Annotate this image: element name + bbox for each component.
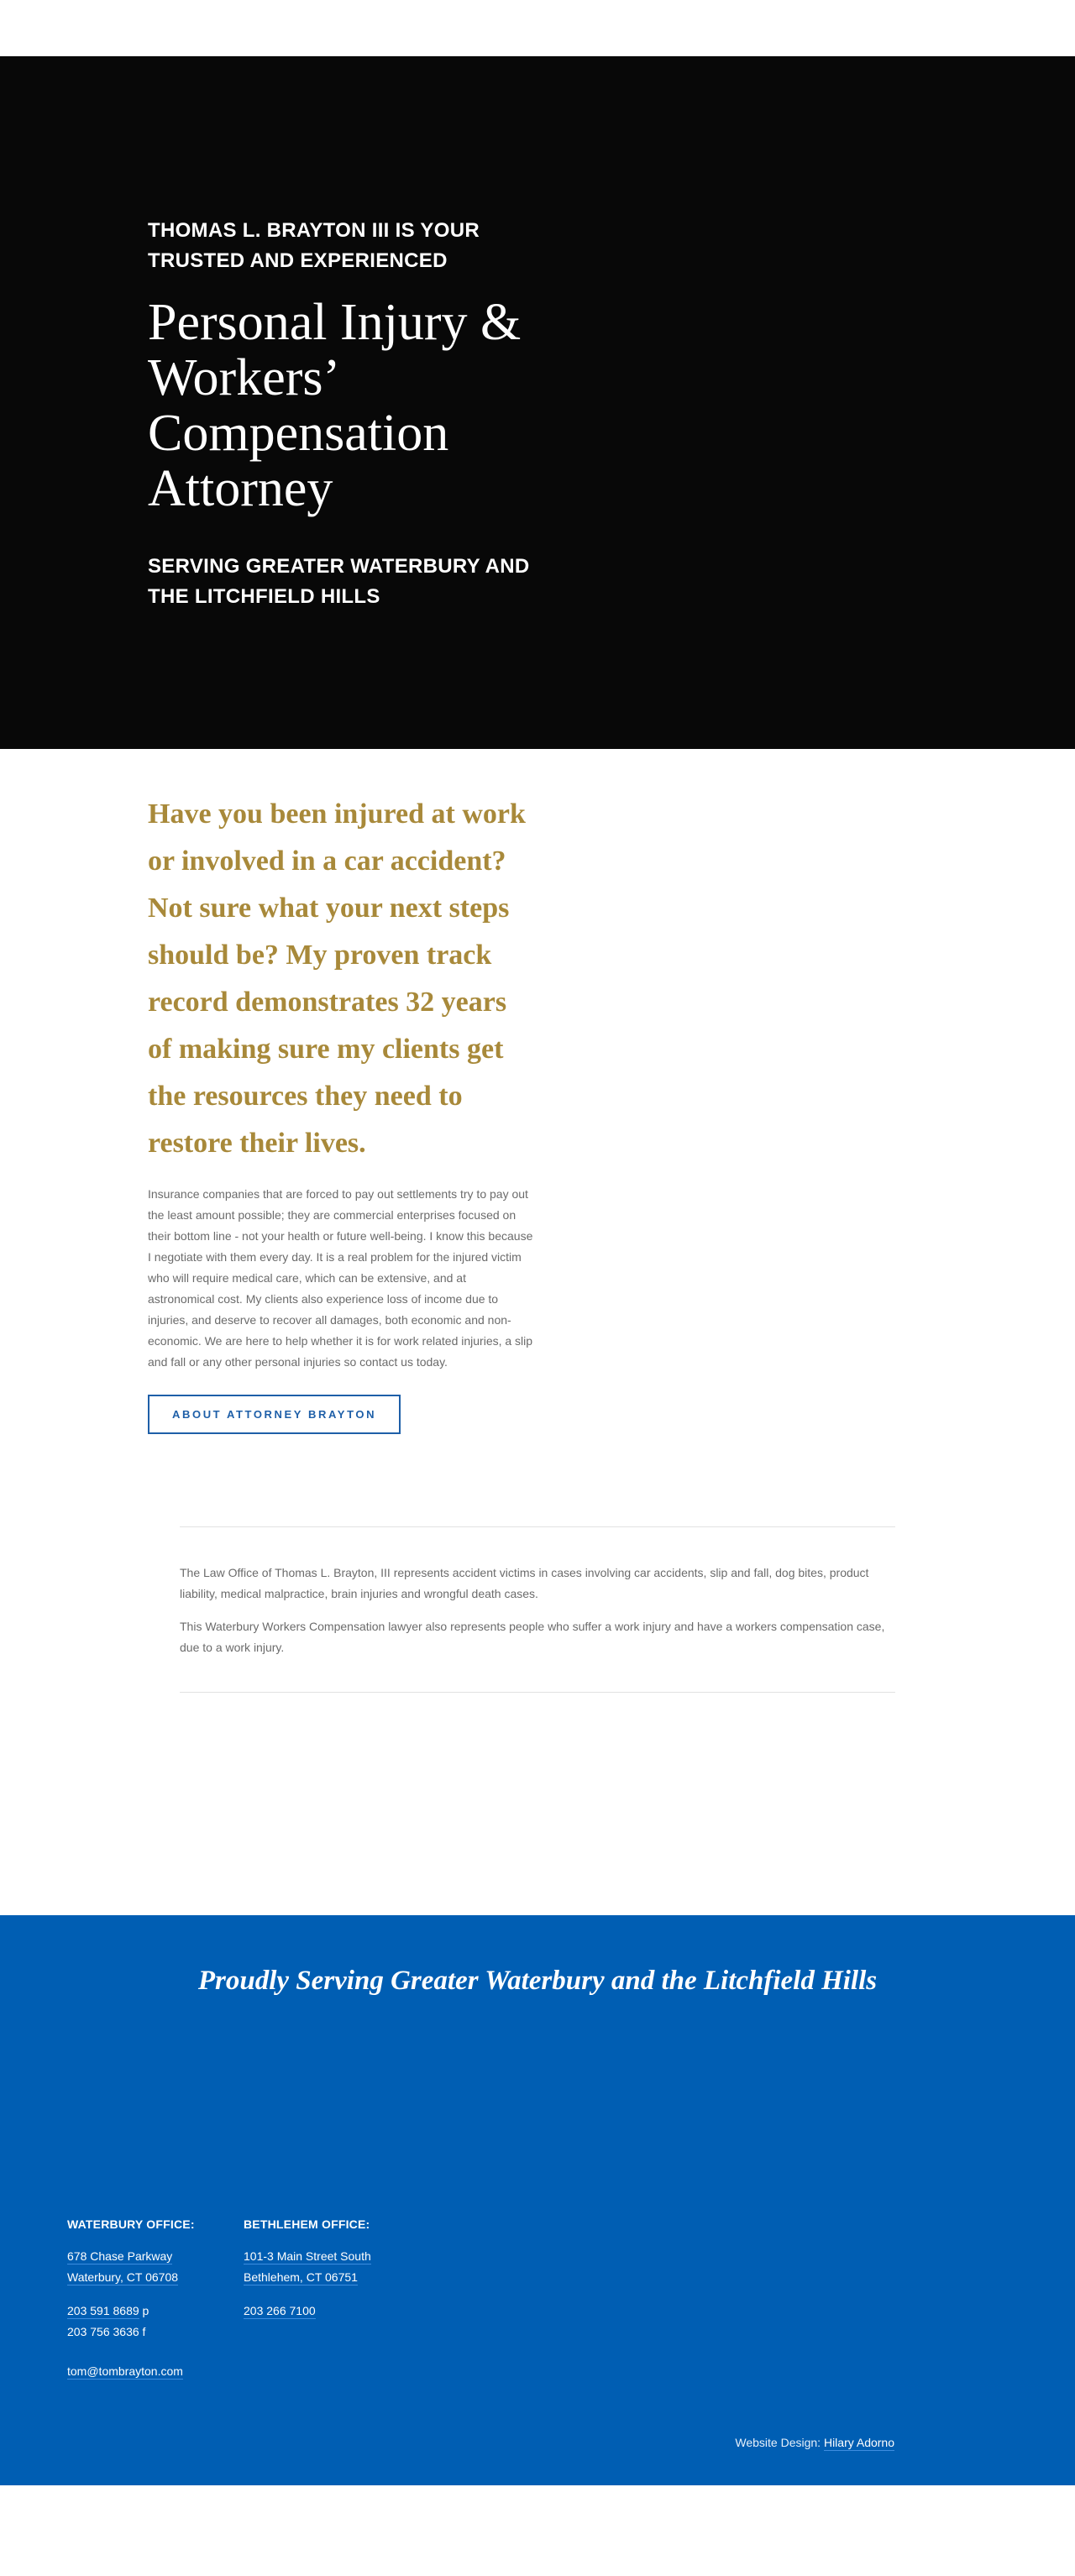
hero-eyebrow: THOMAS L. BRAYTON III IS YOUR TRUSTED AND EXPERIENCED <box>148 219 480 272</box>
office-heading: BETHLEHEM OFFICE: <box>244 2217 370 2231</box>
office-bethlehem <box>244 2217 412 2395</box>
practice-areas <box>180 1526 895 1693</box>
phone-link[interactable]: 203 591 8689 <box>67 2304 139 2317</box>
fax-number: 203 756 3636 f <box>67 2325 146 2338</box>
office-waterbury <box>67 2217 197 2395</box>
top-bar <box>0 0 1075 56</box>
office-phones <box>67 2301 197 2343</box>
phone-suffix: p <box>139 2304 149 2317</box>
credit-label: Website Design: <box>735 2436 824 2449</box>
intro-lead: Have you been injured at work or involved in a car accident? Not sure what your next steps should be? My proven track record demonstrates 32 years of making sure my clients get the resources they need to restore their lives. <box>148 798 526 1159</box>
address-line-1-link[interactable]: 101-3 Main Street South <box>244 2249 371 2263</box>
office-phones <box>244 2301 412 2322</box>
address-line-1-link[interactable]: 678 Chase Parkway <box>67 2249 173 2263</box>
office-heading: WATERBURY OFFICE: <box>67 2217 195 2231</box>
footer <box>0 1915 1075 2485</box>
phone-link[interactable]: 203 266 7100 <box>244 2304 316 2317</box>
office-address <box>67 2246 197 2288</box>
design-credit <box>735 2436 894 2449</box>
hero-title: Personal Injury & Workers’ Compensation Attorney <box>148 294 522 517</box>
hero-subtitle: SERVING GREATER WATERBURY AND THE LITCHFIELD HILLS <box>148 555 530 608</box>
spacer <box>0 1693 1075 1915</box>
hero-section <box>0 56 1075 749</box>
intro-body: Insurance companies that are forced to pay out settlements try to pay out the least amount possible; they are commercial enterprises focused on their bottom line - not your health or future well-being. I know this because I negotiate with them every day. It is a real problem for the injured victim who will require medical care, which can be extensive, and at astronomical cost. My clients also experience loss of income due to injuries, and deserve to recover all damages, both economic and non-economic. We are here to help whether it is for work related injuries, a slip and fall or any other personal injuries so contact us today. <box>148 1187 533 1369</box>
practice-paragraph: The Law Office of Thomas L. Brayton, III represents accident victims in cases involving car accidents, slip and fall, dog bites, product liability, medical malpractice, brain injuries and wrongful death cases. <box>180 1566 869 1600</box>
address-line-2-link[interactable]: Waterbury, CT 06708 <box>67 2270 179 2284</box>
footer-tagline: Proudly Serving Greater Waterbury and the Litchfield Hills <box>197 1966 878 1996</box>
practice-paragraph: This Waterbury Workers Compensation lawyer also represents people who suffer a work injury and have a workers compensation case, due to a work injury. <box>180 1620 885 1654</box>
address-line-2-link[interactable]: Bethlehem, CT 06751 <box>244 2270 358 2284</box>
office-address <box>244 2246 412 2288</box>
offices <box>67 2217 412 2395</box>
about-attorney-button[interactable]: ABOUT ATTORNEY BRAYTON <box>148 1395 401 1434</box>
office-email <box>67 2361 197 2382</box>
designer-link[interactable]: Hilary Adorno <box>823 2436 894 2449</box>
intro-section <box>0 749 1075 1434</box>
email-link[interactable]: tom@tombrayton.com <box>67 2364 183 2378</box>
